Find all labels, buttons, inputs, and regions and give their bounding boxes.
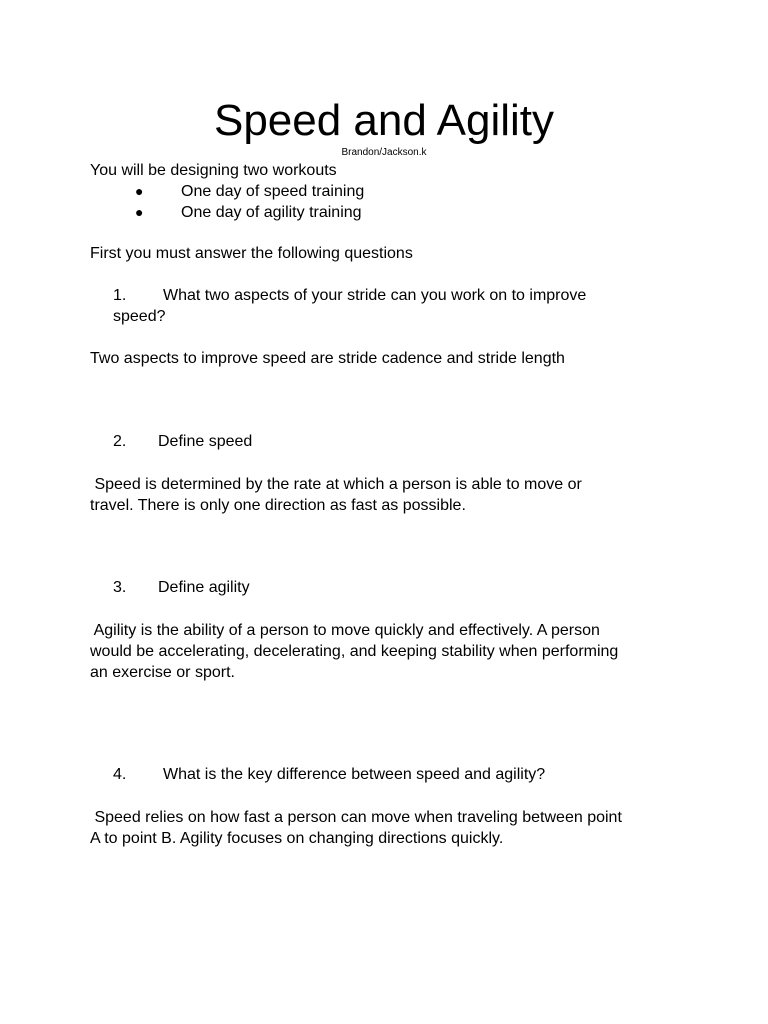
question-number: 4.: [113, 766, 127, 783]
question-text: What is the key difference between speed and agility?: [163, 766, 546, 783]
question-text: What two aspects of your stride can you work on to improve: [163, 287, 587, 304]
answer-text: an exercise or sport.: [90, 664, 235, 681]
answer-text: Agility is the ability of a person to move quickly and effectively. A person: [90, 622, 600, 639]
question-number: 1.: [113, 287, 127, 304]
bullet-icon: ●: [135, 204, 144, 220]
question-text: speed?: [113, 308, 166, 325]
bullet-item-agility: One day of agility training: [181, 204, 362, 221]
question-number: 3.: [113, 579, 127, 596]
question-text: Define speed: [158, 433, 253, 450]
intro-text: You will be designing two workouts: [90, 162, 337, 179]
answer-text: Speed relies on how fast a person can move when traveling between point: [90, 809, 622, 826]
bullet-icon: ●: [135, 183, 144, 199]
answer-text: travel. There is only one direction as fast as possible.: [90, 497, 466, 514]
document-title: Speed and Agility: [213, 96, 555, 145]
answer-text: Speed is determined by the rate at which a person is able to move or: [90, 476, 582, 493]
document-author: Brandon/Jackson.k: [341, 147, 427, 158]
answer-text: would be accelerating, decelerating, and keeping stability when performing: [90, 643, 619, 660]
question-number: 2.: [113, 433, 127, 450]
bullet-item-speed: One day of speed training: [181, 183, 365, 200]
question-text: Define agility: [158, 579, 250, 596]
answer-text: Two aspects to improve speed are stride cadence and stride length: [90, 350, 565, 367]
answer-text: A to point B. Agility focuses on changing directions quickly.: [90, 830, 504, 847]
instruction-text: First you must answer the following questions: [90, 245, 413, 262]
